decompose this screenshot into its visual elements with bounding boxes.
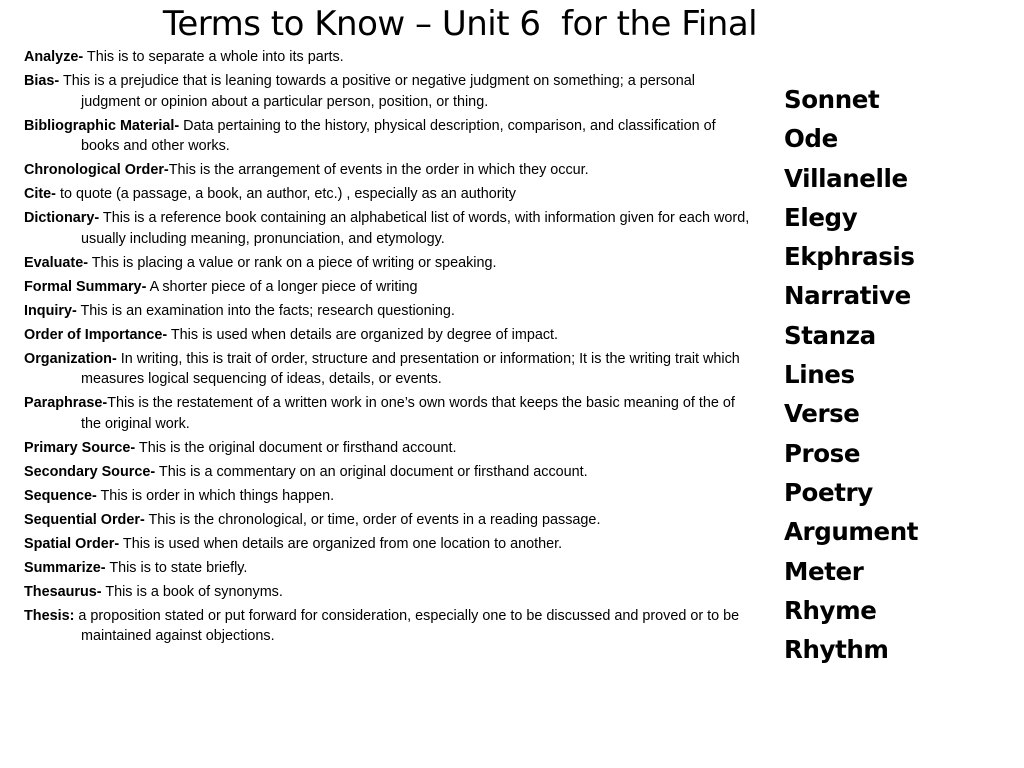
term-name: Primary Source- <box>24 439 136 456</box>
term-definition: This is used when details are organized from one location to another. <box>119 535 563 552</box>
term-item-inquiry <box>24 301 754 322</box>
term-definition: This is an examination into the facts; research questioning. <box>76 302 455 319</box>
term-item-bibliographic-material <box>24 116 754 157</box>
poetry-vocabulary-list <box>784 80 918 669</box>
term-definition: a proposition stated or put forward for consideration, especially one to be discussed and proved or to be maintained against objections. <box>74 607 740 644</box>
term-definition: This is the arrangement of events in the order in which they occur. <box>168 162 589 178</box>
vocab-item: Villanelle <box>784 163 908 193</box>
term-item-sequential-order <box>24 510 754 531</box>
term-definition: This is to separate a whole into its parts. <box>83 49 344 65</box>
term-definition: This is a book of synonyms. <box>101 583 283 600</box>
term-definition: This is used when details are organized by degree of impact. <box>167 326 559 343</box>
term-item-chronological-order <box>24 160 754 181</box>
vocab-item: Sonnet <box>784 85 880 114</box>
term-definition: This is a commentary on an original document or firsthand account. <box>155 463 588 480</box>
vocab-item: Prose <box>784 438 861 468</box>
terms-definitions-list <box>24 47 754 650</box>
term-name: Bias- <box>24 73 60 89</box>
term-item-order-of-importance <box>24 325 754 346</box>
term-item-dictionary <box>24 208 754 249</box>
term-item-spatial-order <box>24 534 754 555</box>
term-item-sequence <box>24 486 754 507</box>
term-name: Inquiry- <box>24 302 77 319</box>
term-definition: This is a prejudice that is leaning towards a positive or negative judgment on something; a personal judgment or opinion about a particular person, position, or thing. <box>59 73 695 110</box>
term-name: Paraphrase- <box>24 395 108 411</box>
term-name: Chronological Order- <box>24 162 169 178</box>
term-item-organization <box>24 349 754 390</box>
term-definition: This is placing a value or rank on a piece of writing or speaking. <box>88 254 497 271</box>
vocab-item: Argument <box>784 517 919 547</box>
term-definition: This is to state briefly. <box>105 559 248 576</box>
vocab-item: Poetry <box>784 477 873 507</box>
term-definition: This is the restatement of a written work in one’s own words that keeps the basic meaning of the of the original work. <box>81 395 735 432</box>
vocab-item: Rhyme <box>784 595 877 625</box>
term-item-thesis <box>24 606 754 647</box>
term-name: Formal Summary- <box>24 278 147 295</box>
term-item-bias <box>24 71 754 112</box>
term-name: Spatial Order- <box>24 535 120 552</box>
term-item-analyze <box>24 47 754 68</box>
term-name: Dictionary- <box>24 210 100 226</box>
term-item-paraphrase <box>24 393 754 434</box>
vocab-item: Verse <box>784 399 860 429</box>
term-name: Thesis: <box>24 607 75 624</box>
term-item-cite <box>24 184 754 205</box>
vocab-item: Meter <box>784 556 864 586</box>
vocab-item: Stanza <box>784 320 876 350</box>
term-definition: This is a reference book containing an alphabetical list of words, with information given for each word, usually including meaning, pronunciation, and etymology. <box>81 210 750 247</box>
term-definition: This is order in which things happen. <box>96 487 335 504</box>
term-name: Bibliographic Material- <box>24 117 180 134</box>
term-item-thesaurus <box>24 582 754 603</box>
term-item-secondary-source <box>24 462 754 483</box>
term-item-evaluate <box>24 253 754 274</box>
slide-title: Terms to Know – Unit 6 for the Final <box>162 4 758 44</box>
term-definition: This is the original document or firsthand account. <box>135 439 457 456</box>
vocab-item: Narrative <box>784 281 911 311</box>
term-definition: Data pertaining to the history, physical description, comparison, and classification of books and other works. <box>81 117 716 154</box>
term-item-summarize <box>24 558 754 579</box>
vocab-item: Rhythm <box>784 635 889 665</box>
term-item-primary-source <box>24 438 754 459</box>
term-name: Secondary Source- <box>24 463 156 480</box>
term-name: Cite- <box>24 186 56 202</box>
term-definition: This is the chronological, or time, order of events in a reading passage. <box>144 511 601 528</box>
term-name: Sequential Order- <box>24 511 145 528</box>
term-name: Order of Importance- <box>24 326 168 343</box>
term-name: Thesaurus- <box>24 583 102 600</box>
vocab-item: Ekphrasis <box>784 242 915 272</box>
term-name: Organization- <box>24 350 117 367</box>
term-name: Sequence- <box>24 487 97 504</box>
vocab-item: Ode <box>784 124 838 154</box>
vocab-item: Elegy <box>784 202 858 232</box>
term-name: Evaluate- <box>24 254 88 271</box>
term-item-formal-summary <box>24 277 754 298</box>
term-name: Summarize- <box>24 559 106 576</box>
term-name: Analyze- <box>24 49 84 65</box>
term-definition: to quote (a passage, a book, an author, etc.) , especially as an authority <box>55 186 516 202</box>
term-definition: In writing, this is trait of order, structure and presentation or information; It is the writing trait which measures logical sequencing of ideas, details, or events. <box>81 350 740 387</box>
vocab-item: Lines <box>784 360 855 390</box>
term-definition: A shorter piece of a longer piece of writing <box>146 278 418 295</box>
